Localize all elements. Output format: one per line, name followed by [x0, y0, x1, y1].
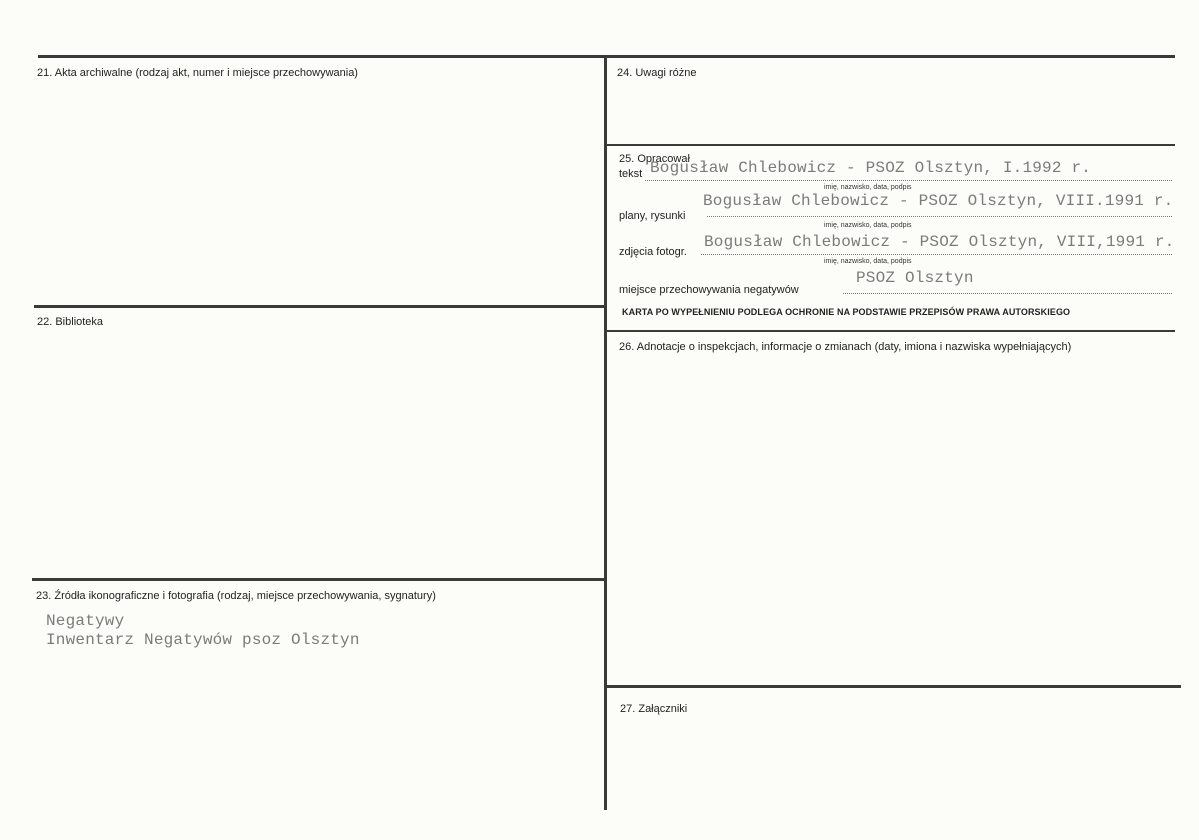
tekst-row-caption: imię, nazwisko, data, podpis — [824, 184, 912, 191]
negatives-dotted-line — [843, 293, 1172, 294]
section-23-top-rule — [32, 578, 605, 581]
section-26-label: 26. Adnotacje o inspekcjach, informacje o zmianach (daty, imiona i nazwiska wypełniających) — [619, 341, 1072, 353]
plany-row-caption: imię, nazwisko, data, podpis — [824, 222, 912, 229]
negatives-location-label: miejsce przechowywania negatywów — [619, 284, 799, 296]
zdjecia-dotted-line — [701, 254, 1172, 255]
section-22-label: 22. Biblioteka — [37, 316, 104, 328]
plany-row-label: plany, rysunki — [619, 210, 686, 222]
plany-dotted-line — [707, 216, 1172, 217]
zdjecia-row-value: Bogusław Chlebowicz - PSOZ Olsztyn, VIII,1991 r. — [704, 233, 1175, 251]
column-divider-rule — [604, 57, 607, 810]
section-23-typed-line: Inwentarz Negatywów psoz Olsztyn — [46, 631, 360, 649]
section-23-typed-line: Negatywy — [46, 612, 125, 630]
plany-row-value: Bogusław Chlebowicz - PSOZ Olsztyn, VIII.1991 r. — [703, 192, 1174, 210]
tekst-row-label: tekst — [619, 168, 643, 180]
section-25-top-rule — [605, 144, 1175, 146]
tekst-row-value: Bogusław Chlebowicz - PSOZ Olsztyn, I.1992 r. — [650, 159, 1092, 177]
section-27-top-rule — [607, 685, 1181, 688]
tekst-dotted-line — [645, 180, 1172, 181]
section-27-label: 27. Załączniki — [620, 703, 688, 715]
section-24-label: 24. Uwagi różne — [617, 67, 697, 79]
section-26-top-rule — [605, 330, 1175, 332]
section-21-label: 21. Akta archiwalne (rodzaj akt, numer i miejsce przechowywania) — [37, 67, 358, 79]
copyright-notice: KARTA PO WYPEŁNIENIU PODLEGA OCHRONIE NA PODSTAWIE PRZEPISÓW PRAWA AUTORSKIEGO — [622, 307, 1071, 317]
zdjecia-row-label: zdjęcia fotogr. — [619, 246, 687, 258]
section-23-label: 23. Źródła ikonograficzne i fotografia (rodzaj, miejsce przechowywania, sygnatury) — [36, 590, 436, 602]
negatives-location-value: PSOZ Olsztyn — [856, 269, 974, 287]
zdjecia-row-caption: imię, nazwisko, data, podpis — [824, 258, 912, 265]
section-22-top-rule — [34, 305, 605, 308]
section-25-label: 25. Opracował — [619, 153, 690, 165]
